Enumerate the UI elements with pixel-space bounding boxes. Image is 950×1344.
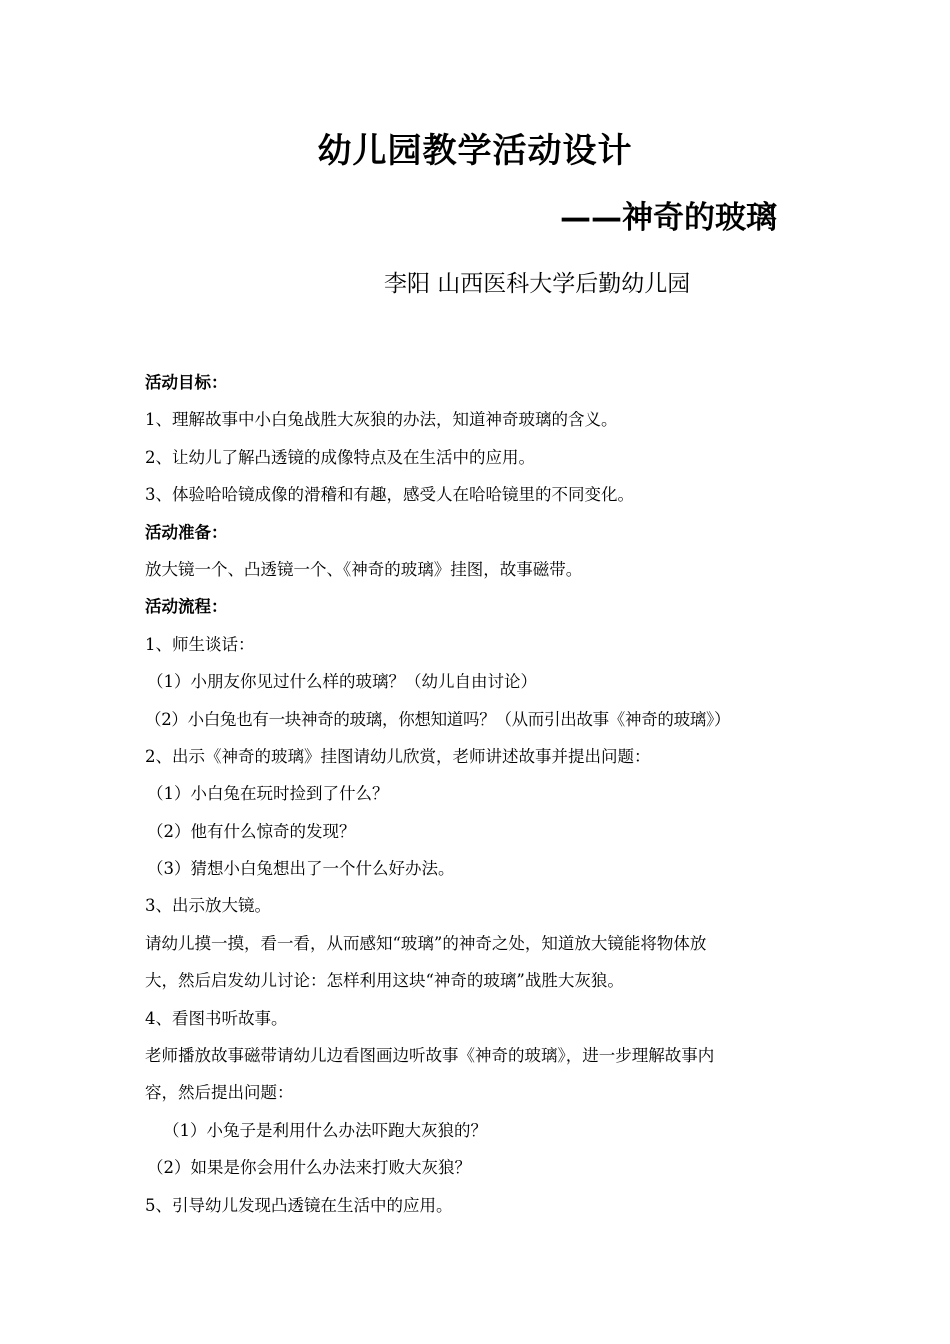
process-step-3-text-line-1: 请幼儿摸一摸，看一看，从而感知“玻璃”的神奇之处，知道放大镜能将物体放	[145, 933, 707, 953]
document-title: 幼儿园教学活动设计	[317, 131, 633, 171]
process-step-1-question-1: （1）小朋友你见过什么样的玻璃？（幼儿自由讨论）	[147, 672, 537, 692]
process-step-2-question-3: （3）猜想小白兔想出了一个什么好办法。	[147, 859, 455, 879]
process-step-4-text-line-2: 容，然后提出问题：	[145, 1083, 294, 1103]
process-step-4-question-2: （2）如果是你会用什么办法来打败大灰狼？	[147, 1158, 471, 1178]
process-step-3-text-line-2: 大，然后启发幼儿讨论：怎样利用这块“神奇的玻璃”战胜大灰狼。	[145, 971, 624, 991]
process-step-1-question-2: （2）小白兔也有一块神奇的玻璃，你想知道吗？（从而引出故事《神奇的玻璃》）	[145, 709, 731, 729]
section-heading-preparation: 活动准备：	[145, 522, 228, 542]
process-step-1: 1、师生谈话：	[145, 634, 255, 654]
preparation-text: 放大镜一个、凸透镜一个、《神奇的玻璃》挂图，故事磁带。	[145, 559, 583, 579]
document-author: 李阳 山西医科大学后勤幼儿园	[384, 271, 691, 297]
section-heading-goals: 活动目标：	[145, 373, 228, 392]
process-step-2-question-1: （1）小白兔在玩时捡到了什么？	[147, 784, 389, 804]
document-body	[145, 364, 815, 1224]
process-step-4-question-1: （1）小兔子是利用什么办法吓跑大灰狼的？	[163, 1120, 487, 1140]
process-step-3: 3、出示放大镜。	[145, 896, 271, 916]
section-heading-process: 活动流程：	[145, 597, 228, 617]
goal-item-1: 1、理解故事中小白兔战胜大灰狼的办法，知道神奇玻璃的含义。	[145, 410, 618, 430]
process-step-2-question-2: （2）他有什么惊奇的发现？	[147, 821, 356, 841]
process-step-4-text-line-1: 老师播放故事磁带请幼儿边看图画边听故事《神奇的玻璃》，进一步理解故事内	[145, 1046, 715, 1066]
process-step-5: 5、引导幼儿发现凸透镜在生活中的应用。	[145, 1195, 453, 1215]
process-step-2: 2、出示《神奇的玻璃》挂图请幼儿欣赏，老师讲述故事并提出问题：	[145, 746, 651, 766]
document-subtitle: ——神奇的玻璃	[560, 200, 777, 236]
goal-item-2: 2、让幼儿了解凸透镜的成像特点及在生活中的应用。	[145, 447, 535, 467]
process-step-4: 4、看图书听故事。	[145, 1008, 288, 1028]
goal-item-3: 3、体验哈哈镜成像的滑稽和有趣，感受人在哈哈镜里的不同变化。	[145, 485, 634, 505]
